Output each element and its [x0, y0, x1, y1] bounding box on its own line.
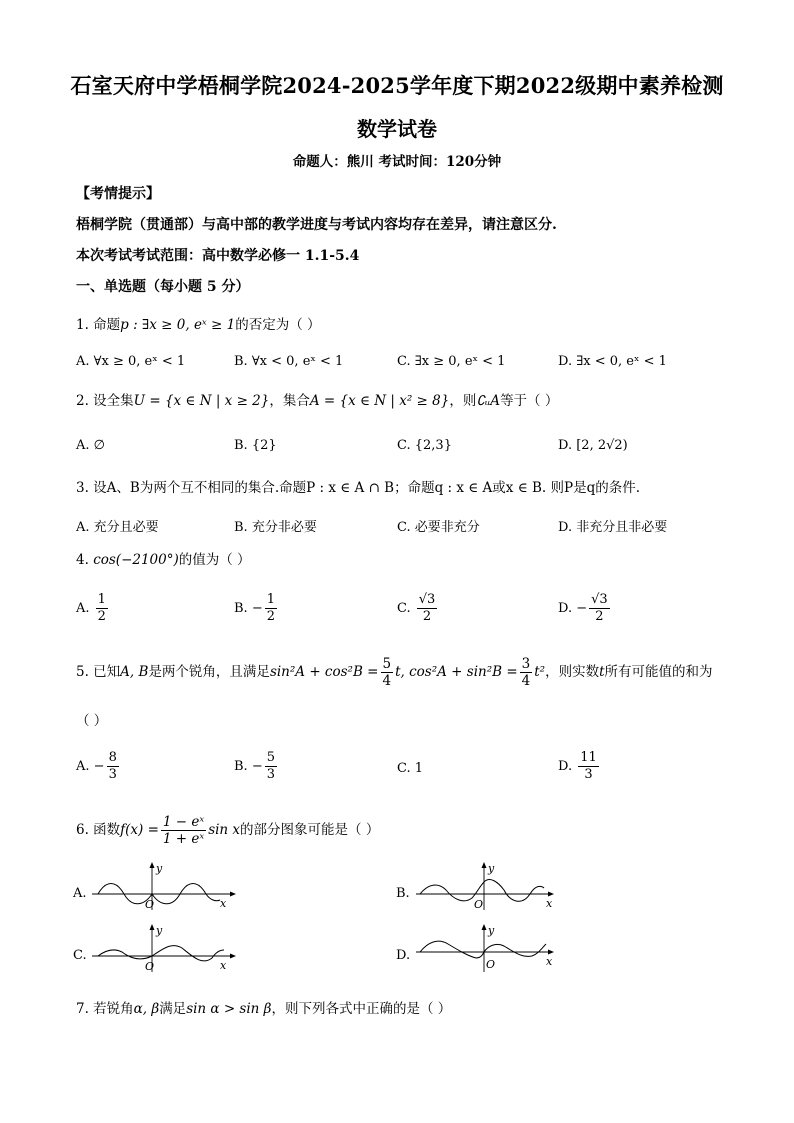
- q5-stem-paren: （ ）: [76, 713, 108, 729]
- q1-option-b[interactable]: B. ∀x < 0, eˣ < 1: [234, 354, 344, 369]
- q6-option-c-graph[interactable]: [90, 922, 250, 974]
- q2-option-c[interactable]: C. {2,3}: [397, 438, 452, 453]
- q5-option-a-fraction: [107, 750, 119, 783]
- y-label: y: [156, 924, 163, 937]
- q2-option-a[interactable]: A. ∅: [76, 438, 105, 453]
- q6-option-b-label[interactable]: B.: [396, 886, 410, 901]
- q3-option-a[interactable]: A. 充分且必要: [76, 520, 159, 535]
- q5-option-d-label: D.: [558, 759, 573, 774]
- q5-option-b-fraction: [265, 750, 277, 783]
- q6-fraction-den: 1 + eˣ: [162, 831, 205, 847]
- q4-option-d-den: 2: [595, 609, 604, 624]
- q2-stem-d: 等于（ ）: [500, 393, 559, 409]
- q4-option-c-num: √3: [418, 592, 436, 607]
- q5-stem-c: ，则实数: [545, 664, 600, 680]
- q7-stem-b: 满足: [159, 1001, 187, 1017]
- origin-label: O: [486, 958, 496, 971]
- q4-option-b-fraction: [265, 592, 277, 625]
- q2-set-a: A = {x ∈ N | x² ≥ 8}: [309, 393, 450, 409]
- q5-option-a-num: 8: [108, 750, 117, 765]
- x-axis-arrow: [230, 954, 236, 959]
- origin-label: O: [474, 898, 484, 911]
- q5-option-b-label: B.: [234, 759, 248, 774]
- x-label: x: [220, 897, 227, 910]
- q4-stem-a: 4.: [76, 552, 89, 568]
- x-axis-arrow: [230, 892, 236, 897]
- q5-option-d[interactable]: [558, 750, 601, 783]
- q5-var-t: t: [599, 664, 605, 680]
- q5-eq1-left: sin²A + cos²B =: [269, 664, 379, 680]
- q6-sinx: sin x: [208, 822, 241, 838]
- q6-stem-b: 的部分图象可能是（ ）: [240, 822, 380, 838]
- notice-line2: 本次考试考试范围：高中数学必修一 1.1-5.4: [76, 248, 360, 264]
- x-label: x: [220, 959, 227, 972]
- q6-function-name: f(x) =: [120, 822, 159, 838]
- section-heading: 一、单选题（每小题 5 分）: [76, 279, 250, 295]
- q4-option-d-label: D.: [558, 601, 573, 616]
- y-axis-arrow: [482, 862, 487, 868]
- y-label: y: [488, 862, 495, 875]
- q2-stem-c: ，则: [449, 393, 477, 409]
- q5-option-a-sign: −: [93, 759, 105, 774]
- q7-condition: sin α > sin β: [186, 1001, 272, 1017]
- q5-fraction-1-den: 4: [382, 673, 392, 689]
- q6-option-d-label[interactable]: D.: [396, 948, 411, 963]
- notice-line1: 梧桐学院（贯通部）与高中部的教学进度与考试内容均存在差异，请注意区分.: [76, 217, 557, 233]
- question-7: [76, 1000, 451, 1018]
- q2-stem-a: 2. 设全集: [76, 393, 134, 409]
- q5-fraction-1: [381, 656, 394, 689]
- q5-option-d-num: 11: [580, 750, 597, 765]
- q2-option-b[interactable]: B. {2}: [234, 438, 277, 453]
- q4-option-c-label: C.: [397, 601, 411, 616]
- q4-option-c-fraction: [417, 592, 438, 625]
- origin-label: O: [145, 960, 155, 973]
- q6-fraction: [161, 814, 206, 847]
- notice-heading: 【考情提示】: [76, 186, 160, 202]
- q5-eq2-left: t, cos²A + sin²B =: [395, 664, 518, 680]
- q5-option-c[interactable]: C. 1: [397, 761, 424, 776]
- q4-option-b-sign: −: [251, 601, 263, 616]
- q6-option-a-graph[interactable]: [90, 860, 250, 912]
- q5-angles: A, B: [120, 664, 149, 680]
- q2-complement: ∁ᵤA: [476, 393, 501, 409]
- q5-fraction-2-den: 4: [521, 673, 531, 689]
- q7-stem-a: 7. 若锐角: [76, 1001, 134, 1017]
- q3-option-d[interactable]: D. 非充分且非必要: [558, 520, 668, 535]
- q4-option-b-den: 2: [266, 609, 276, 624]
- question-2: [76, 392, 558, 410]
- y-label: y: [488, 924, 495, 937]
- q7-stem-c: ，则下列各式中正确的是（ ）: [271, 1001, 452, 1017]
- q7-angles: α, β: [133, 1001, 160, 1017]
- q5-option-a-label: A.: [76, 759, 90, 774]
- q4-option-a-label: A.: [76, 601, 90, 616]
- q1-stem-math: p : ∃x ≥ 0, eˣ ≥ 1: [120, 317, 236, 333]
- q6-stem-a: 6. 函数: [76, 822, 121, 838]
- question-3: 3. 设A、B为两个互不相同的集合.命题P : x ∈ A ∩ B；命题q : x ∈ A或x ∈ B. 则P是q的条件.: [76, 480, 641, 496]
- q5-option-b[interactable]: [234, 750, 279, 783]
- q4-stem-b: 的值为（ ）: [178, 552, 251, 568]
- q4-option-a-fraction: [96, 592, 108, 625]
- x-axis-arrow: [548, 950, 554, 955]
- q4-stem-math: cos(−2100°): [93, 552, 179, 568]
- q5-stem-b: 是两个锐角，且满足: [148, 664, 270, 680]
- exam-meta: 命题人：熊川 考试时间：120分钟: [292, 154, 502, 170]
- y-axis-arrow: [150, 924, 155, 930]
- y-axis-arrow: [150, 862, 155, 868]
- q3-option-c[interactable]: C. 必要非充分: [397, 520, 480, 535]
- q1-option-d[interactable]: D. ∃x < 0, eˣ < 1: [558, 354, 667, 369]
- x-label: x: [546, 897, 553, 910]
- q6-option-a-label[interactable]: A.: [73, 886, 87, 901]
- q3-option-b[interactable]: B. 充分非必要: [234, 520, 317, 535]
- q5-option-d-fraction: [578, 750, 599, 783]
- q4-option-a-den: 2: [97, 609, 106, 624]
- q6-fraction-num: 1 − eˣ: [162, 814, 205, 830]
- q4-option-b-label: B.: [234, 601, 248, 616]
- q4-option-c[interactable]: [397, 592, 439, 625]
- x-label: x: [546, 955, 553, 968]
- q6-option-b-graph[interactable]: [414, 860, 574, 912]
- exam-subtitle: 数学试卷: [357, 117, 437, 141]
- q4-option-a-num: 1: [97, 592, 106, 607]
- q4-option-d-fraction: [589, 592, 610, 625]
- q5-option-b-den: 3: [266, 767, 276, 782]
- q5-stem-a: 5. 已知: [76, 664, 121, 680]
- q4-option-d-num: √3: [591, 592, 608, 607]
- q5-option-d-den: 3: [584, 767, 593, 782]
- q4-option-d-sign: −: [576, 601, 588, 616]
- q2-stem-b: ，集合: [269, 393, 310, 409]
- q6-option-c-label[interactable]: C.: [73, 948, 87, 963]
- y-axis-arrow: [482, 924, 487, 930]
- y-label: y: [156, 862, 163, 875]
- q2-set-u: U = {x ∈ N | x ≥ 2}: [133, 393, 270, 409]
- q2-option-d[interactable]: D. [2, 2√2): [558, 438, 628, 453]
- exam-title: 石室天府中学梧桐学院2024-2025学年度下期2022级期中素养检测: [70, 73, 724, 98]
- question-4: [76, 551, 251, 569]
- q4-option-b[interactable]: [234, 592, 279, 625]
- q5-option-b-num: 5: [266, 750, 276, 765]
- q5-stem-d: 所有可能值的和为: [604, 664, 713, 680]
- curve: [98, 946, 224, 961]
- q5-fraction-1-num: 5: [382, 656, 392, 672]
- curve: [420, 941, 546, 958]
- q4-option-c-den: 2: [422, 609, 432, 624]
- q5-t-squared: t²: [534, 664, 546, 680]
- q5-fraction-2: [520, 656, 533, 689]
- q5-option-b-sign: −: [251, 759, 263, 774]
- q4-option-b-num: 1: [266, 592, 276, 607]
- q1-option-c[interactable]: C. ∃x ≥ 0, eˣ < 1: [397, 354, 506, 369]
- question-1: [76, 316, 321, 334]
- q1-option-a[interactable]: A. ∀x ≥ 0, eˣ < 1: [76, 354, 186, 369]
- q4-option-a[interactable]: [76, 592, 110, 625]
- question-6: [76, 814, 379, 847]
- q1-stem-b: 的否定为（ ）: [235, 317, 321, 333]
- q6-option-d-graph[interactable]: [414, 922, 574, 974]
- q5-option-a-den: 3: [108, 767, 117, 782]
- q5-option-a[interactable]: [76, 750, 121, 783]
- q4-option-d[interactable]: [558, 592, 612, 625]
- q5-fraction-2-num: 3: [521, 656, 531, 672]
- question-5: [76, 656, 713, 689]
- x-axis-arrow: [548, 892, 554, 897]
- origin-label: O: [145, 898, 155, 911]
- q1-stem-a: 1. 命题: [76, 317, 121, 333]
